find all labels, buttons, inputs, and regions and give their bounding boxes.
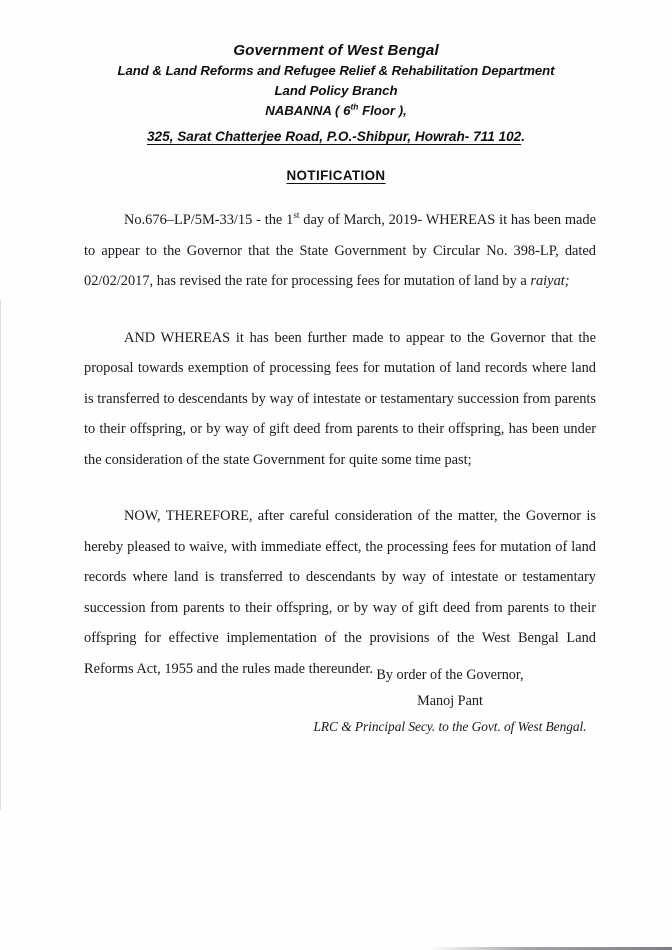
letterhead-line-address bbox=[0, 127, 672, 147]
scan-edge-left bbox=[0, 300, 1, 810]
paragraph-and-whereas: AND WHEREAS it has been further made to appear to the Governor that the proposal towards exemption of processing fees for mutation of land records where land is transferred to descendants by way of intestate or testamentary succession from parents to their offspring, or by way of gift deed from parents to their offspring, has been under the consideration of the state Government for quite some time past; bbox=[84, 329, 596, 468]
paragraph-1-continuation: day of March, 2019- WHEREAS it has been made to appear to the Governor that the State Government by Circular No. 398-LP, dated 02/02/2017, has revised the rate for processing fees for mutation of land by a bbox=[84, 212, 596, 289]
letterhead-line-government: Government of West Bengal bbox=[233, 42, 439, 59]
address-underlined-text: 325, Sarat Chatterjee Road, P.O.-Shibpur, Howrah- 711 102 bbox=[147, 129, 522, 144]
notification-heading-text: NOTIFICATION bbox=[286, 168, 386, 183]
letterhead-line-branch: Land Policy Branch bbox=[274, 83, 398, 98]
building-name-prefix: NABANNA ( 6 bbox=[265, 103, 351, 118]
document-body bbox=[84, 205, 596, 684]
signatory-designation: LRC & Principal Secy. to the Govt. of West Bengal. bbox=[313, 719, 587, 734]
signatory-name: Manoj Pant bbox=[417, 693, 483, 709]
letterhead bbox=[0, 40, 672, 147]
building-floor-ordinal: th bbox=[350, 101, 359, 112]
signature-block bbox=[300, 662, 600, 740]
day-ordinal: st bbox=[293, 210, 300, 221]
signature-by-order: By order of the Governor, bbox=[376, 667, 524, 683]
term-raiyat: raiyat; bbox=[530, 273, 570, 289]
paragraph-whereas-reference bbox=[84, 205, 596, 297]
address-trailing-period: . bbox=[521, 129, 525, 144]
paragraph-now-therefore: NOW, THEREFORE, after careful consideration of the matter, the Governor is hereby pleased to waive, with immediate effect, the processing fees for mutation of land records where land is transferred to descendants by way of intestate or testamentary succession from parents to their offspring, or by way of gift deed from parents to their offspring for effective implementation of the provisions of the West Bengal Land Reforms Act, 1955 and the rules made thereunder. bbox=[84, 508, 596, 677]
notification-heading bbox=[0, 168, 672, 183]
letterhead-line-building bbox=[0, 100, 672, 121]
letterhead-line-department: Land & Land Reforms and Refugee Relief & Rehabilitation Department bbox=[117, 63, 555, 78]
building-name-suffix: Floor ), bbox=[358, 103, 407, 118]
notification-number-prefix: No.676–LP/5M-33/15 - the 1 bbox=[124, 212, 294, 228]
